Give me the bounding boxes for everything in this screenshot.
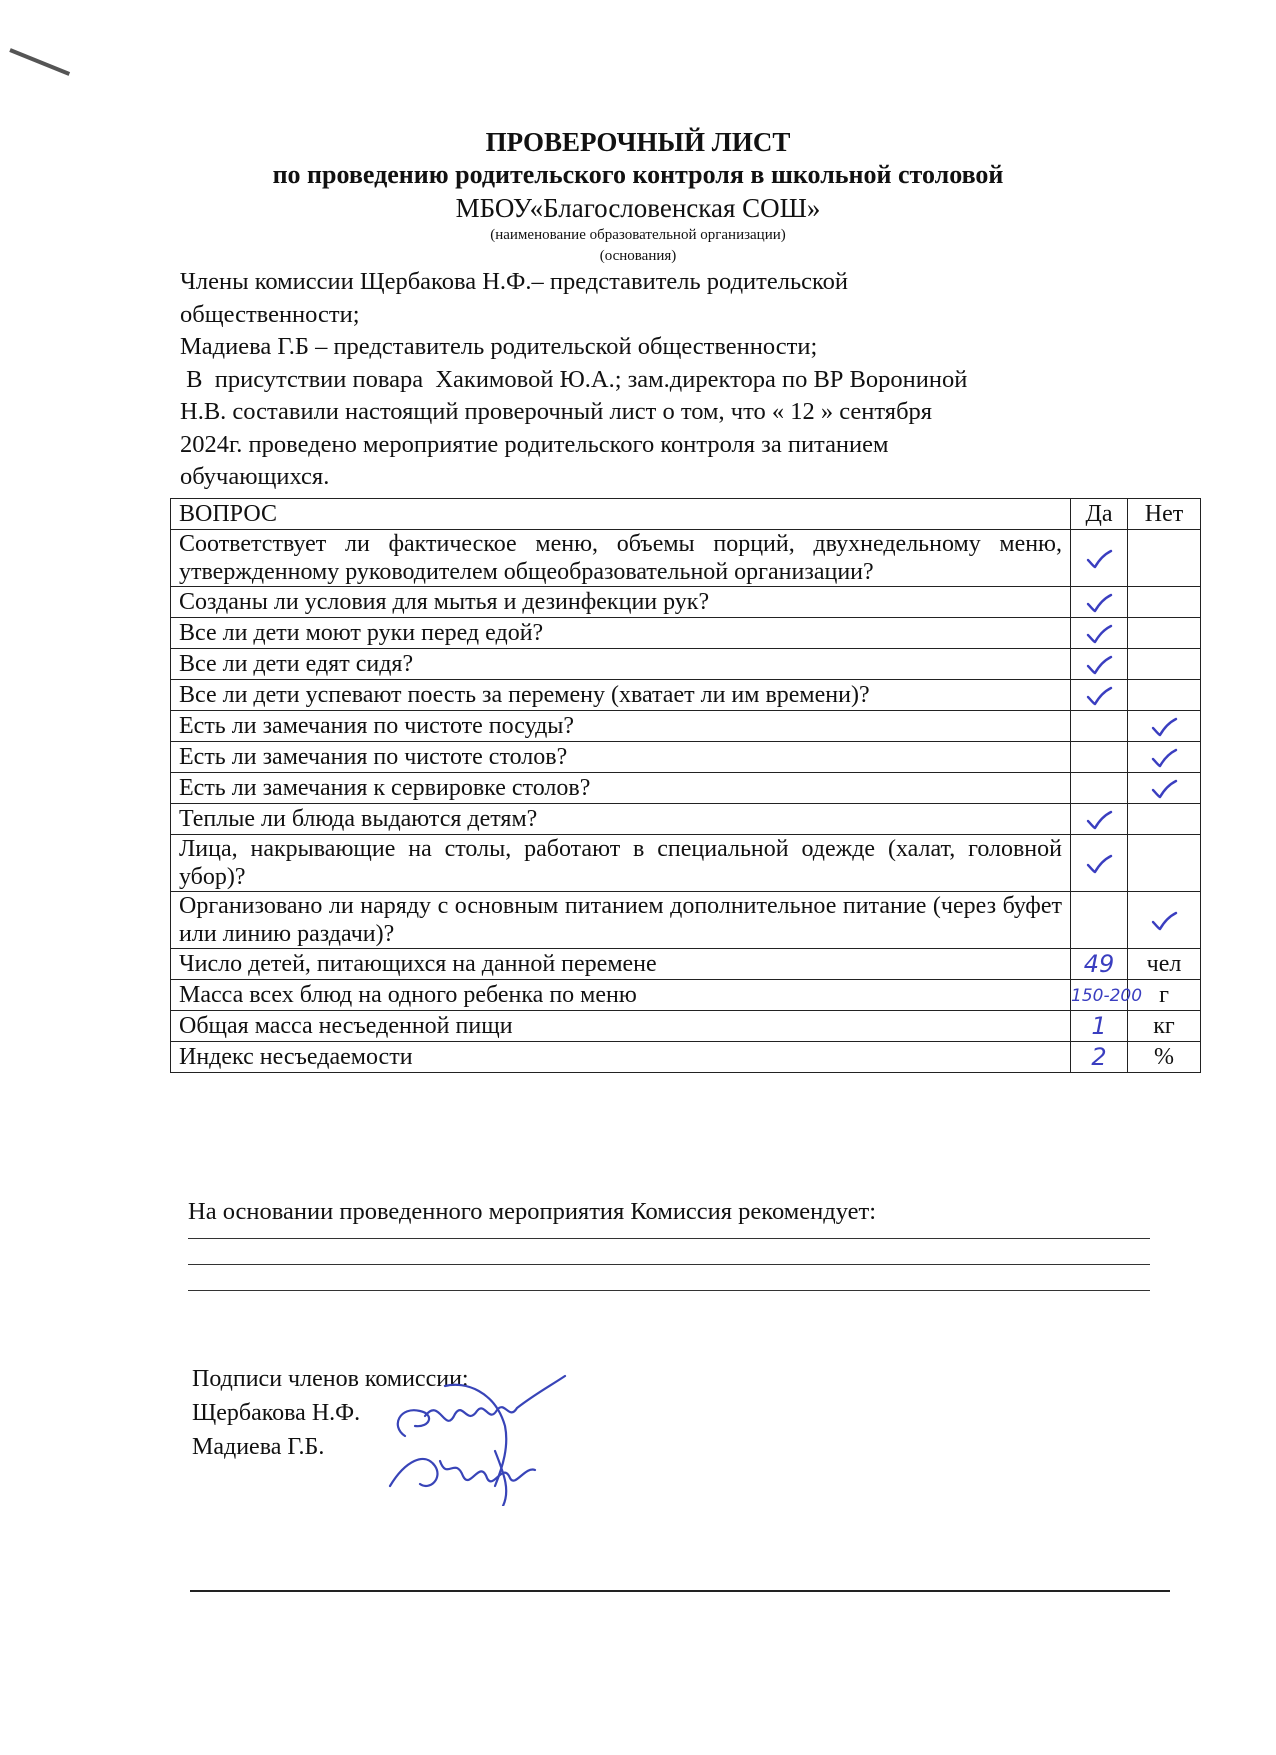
yes-cell bbox=[1071, 618, 1128, 649]
table-row bbox=[171, 980, 1201, 1011]
question-cell: Число детей, питающихся на данной перемене bbox=[171, 949, 1071, 980]
table-row bbox=[171, 649, 1201, 680]
no-cell bbox=[1128, 773, 1201, 804]
table-row bbox=[171, 949, 1201, 980]
yes-cell bbox=[1071, 773, 1128, 804]
recommendation-line bbox=[188, 1264, 1150, 1265]
table-row bbox=[171, 618, 1201, 649]
table-row bbox=[171, 1042, 1201, 1073]
intro-line: общественности; bbox=[180, 300, 360, 328]
checkmark-icon bbox=[1084, 620, 1114, 646]
basis-caption: (основания) bbox=[599, 248, 677, 264]
no-cell bbox=[1128, 530, 1201, 587]
question-cell: Все ли дети моют руки перед едой? bbox=[171, 618, 1071, 649]
question-cell: Лица, накрывающие на столы, работают в специальной одежде (халат, головной убор)? bbox=[171, 835, 1071, 892]
no-cell bbox=[1128, 618, 1201, 649]
table-row bbox=[171, 1011, 1201, 1042]
yes-cell bbox=[1071, 680, 1128, 711]
question-cell: Все ли дети едят сидя? bbox=[171, 649, 1071, 680]
no-cell bbox=[1128, 892, 1201, 949]
checkmark-icon bbox=[1084, 682, 1114, 708]
question-cell: Организовано ли наряду с основным питанием дополнительное питание (через буфет или линию раздачи)? bbox=[171, 892, 1071, 949]
yes-cell bbox=[1071, 530, 1128, 587]
recommendation-text: На основании проведенного мероприятия Комиссия рекомендует: bbox=[188, 1198, 877, 1225]
intro-line: Н.В. составили настоящий проверочный лист о том, что « 12 » сентября bbox=[180, 398, 933, 425]
intro-paragraph bbox=[180, 266, 1130, 494]
table-row bbox=[171, 835, 1201, 892]
organization-name: МБОУ«Благословенская СОШ» bbox=[455, 193, 821, 223]
question-cell: Есть ли замечания к сервировке столов? bbox=[171, 773, 1071, 804]
handwritten-value bbox=[1071, 1042, 1128, 1073]
yes-cell bbox=[1071, 587, 1128, 618]
recommendation-line bbox=[188, 1238, 1150, 1239]
value-text: 2 bbox=[1091, 1042, 1107, 1071]
no-cell bbox=[1128, 835, 1201, 892]
table-row bbox=[171, 530, 1201, 587]
document-title: ПРОВЕРОЧНЫЙ ЛИСТ bbox=[485, 127, 791, 157]
unit-cell: кг bbox=[1128, 1011, 1201, 1042]
bottom-rule bbox=[190, 1590, 1170, 1592]
question-cell: Масса всех блюд на одного ребенка по меню bbox=[171, 980, 1071, 1011]
yes-column-header: Да bbox=[1071, 499, 1128, 530]
document-subtitle: по проведению родительского контроля в школьной столовой bbox=[272, 160, 1004, 189]
table-row bbox=[171, 773, 1201, 804]
recommendation-line bbox=[188, 1290, 1150, 1291]
yes-cell bbox=[1071, 892, 1128, 949]
yes-cell bbox=[1071, 742, 1128, 773]
scan-edge-mark bbox=[9, 48, 70, 76]
no-cell bbox=[1128, 649, 1201, 680]
question-cell: Соответствует ли фактическое меню, объемы порций, двухнедельному меню, утвержденному руководителем общеобразовательной организации? bbox=[171, 530, 1071, 587]
checkmark-icon bbox=[1084, 850, 1114, 876]
signer-name: Мадиева Г.Б. bbox=[192, 1434, 325, 1460]
yes-cell bbox=[1071, 804, 1128, 835]
value-text: 49 bbox=[1083, 949, 1115, 978]
table-row bbox=[171, 742, 1201, 773]
table-row bbox=[171, 892, 1201, 949]
intro-line: Мадиева Г.Б – представитель родительской общественности; bbox=[180, 333, 818, 360]
yes-cell bbox=[1071, 711, 1128, 742]
value-text: 1 bbox=[1091, 1011, 1107, 1040]
signer-name: Щербакова Н.Ф. bbox=[192, 1400, 361, 1426]
handwritten-value bbox=[1071, 1011, 1128, 1042]
checkmark-icon bbox=[1084, 545, 1114, 571]
unit-cell: г bbox=[1128, 980, 1201, 1011]
intro-line: В присутствии повара Хакимовой Ю.А.; зам.директора по ВР Ворониной bbox=[180, 365, 968, 393]
checkmark-icon bbox=[1149, 744, 1179, 770]
question-cell: Общая масса несъеденной пищи bbox=[171, 1011, 1071, 1042]
signatures-heading: Подписи членов комиссии: bbox=[192, 1366, 469, 1392]
intro-line: Члены комиссии Щербакова Н.Ф.– представитель родительской bbox=[180, 268, 849, 295]
checklist-table bbox=[170, 498, 1201, 1073]
intro-line: 2024г. проведено мероприятие родительского контроля за питанием bbox=[180, 430, 889, 458]
no-cell bbox=[1128, 587, 1201, 618]
table-header-row bbox=[171, 499, 1201, 530]
checkmark-icon bbox=[1084, 589, 1114, 615]
table-row bbox=[171, 680, 1201, 711]
value-text: 150-200 bbox=[1071, 986, 1143, 1006]
unit-cell: % bbox=[1128, 1042, 1201, 1073]
no-cell bbox=[1128, 711, 1201, 742]
unit-cell: чел bbox=[1128, 949, 1201, 980]
checkmark-icon bbox=[1149, 907, 1179, 933]
handwritten-value bbox=[1071, 949, 1128, 980]
intro-line: обучающихся. bbox=[180, 463, 330, 490]
yes-cell bbox=[1071, 649, 1128, 680]
question-cell: Индекс несъедаемости bbox=[171, 1042, 1071, 1073]
handwritten-value bbox=[1071, 980, 1143, 1011]
table-row bbox=[171, 804, 1201, 835]
checkmark-icon bbox=[1149, 775, 1179, 801]
question-cell: Все ли дети успевают поесть за перемену (хватает ли им времени)? bbox=[171, 680, 1071, 711]
question-cell: Есть ли замечания по чистоте столов? bbox=[171, 742, 1071, 773]
checkmark-icon bbox=[1084, 651, 1114, 677]
no-column-header: Нет bbox=[1128, 499, 1201, 530]
handwritten-signatures bbox=[385, 1366, 615, 1506]
checkmark-icon bbox=[1149, 713, 1179, 739]
question-cell: Созданы ли условия для мытья и дезинфекции рук? bbox=[171, 587, 1071, 618]
table-row bbox=[171, 587, 1201, 618]
no-cell bbox=[1128, 680, 1201, 711]
question-cell: Есть ли замечания по чистоте посуды? bbox=[171, 711, 1071, 742]
no-cell bbox=[1128, 804, 1201, 835]
checkmark-icon bbox=[1084, 806, 1114, 832]
yes-cell bbox=[1071, 835, 1128, 892]
question-column-header: ВОПРОС bbox=[171, 499, 1071, 530]
question-cell: Теплые ли блюда выдаются детям? bbox=[171, 804, 1071, 835]
checklist-body bbox=[171, 499, 1201, 1073]
table-row bbox=[171, 711, 1201, 742]
no-cell bbox=[1128, 742, 1201, 773]
organization-caption: (наименование образовательной организации) bbox=[490, 227, 786, 243]
